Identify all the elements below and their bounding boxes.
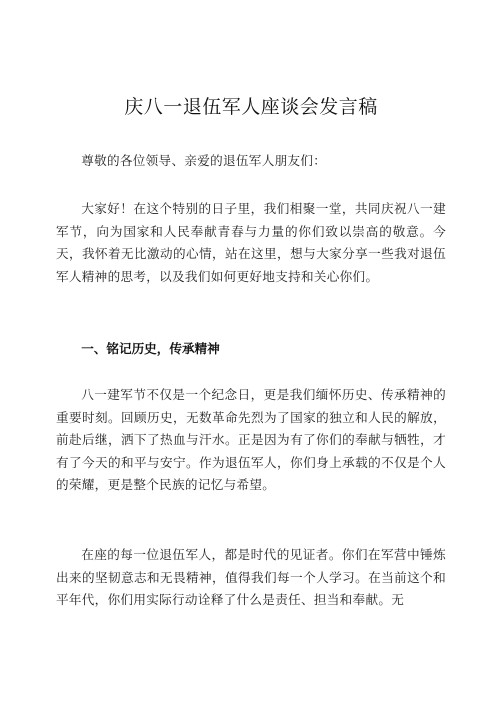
greeting-paragraph: 尊敬的各位领导、亲爱的退伍军人朋友们：: [81, 153, 327, 168]
veterans-paragraph: 在座的每一位退伍军人，都是时代的见证者。你们在军营中锤炼出来的坚韧意志和无畏精神，值得我们每一个人学习。在当前这个和平年代，你们用实际行动诠释了什么是责任、担当和奉献。无: [56, 547, 446, 607]
document-title: 庆八一退伍军人座谈会发言稿: [124, 96, 378, 118]
section-heading-1: 一、铭记历史，传承精神: [81, 341, 220, 356]
history-paragraph: 八一建军节不仅是一个纪念日，更是我们缅怀历史、传承精神的重要时刻。回顾历史，无数革命先烈为了国家的独立和人民的解放，前赴后继，洒下了热血与汗水。正是因为有了你们的奉献与牺牲，才有了今天的和平与安宁。作为退伍军人，你们身上承载的不仅是个人的荣耀，更是整个民族的记忆与希望。: [56, 387, 446, 492]
opening-paragraph: 大家好！在这个特别的日子里，我们相聚一堂，共同庆祝八一建军节，向为国家和人民奉献青春与力量的你们致以崇高的敬意。今天，我怀着无比激动的心情，站在这里，想与大家分享一些我对退伍军人精神的思考，以及我们如何更好地支持和关心你们。: [56, 201, 446, 284]
